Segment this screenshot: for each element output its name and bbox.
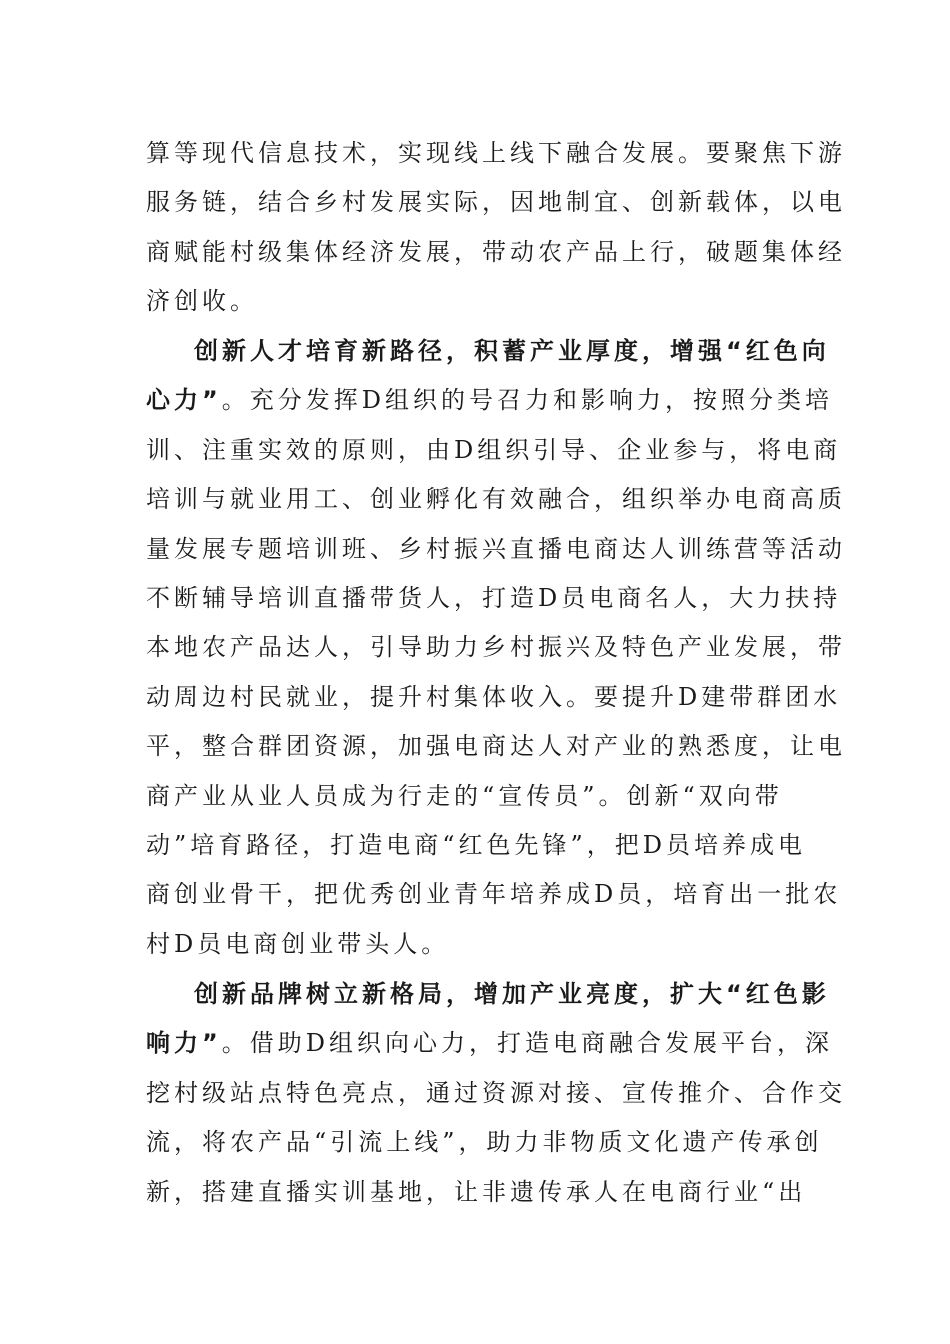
- paragraph-line: 商赋能村级集体经济发展，带动农产品上行，破题集体经: [146, 237, 846, 266]
- paragraph-line: 量发展专题培训班、乡村振兴直播电商达人训练营等活动: [146, 534, 846, 563]
- paragraph-line: 动”培育路径，打造电商“红色先锋”，把D员培养成电: [146, 830, 807, 859]
- paragraph-line: [146, 376, 834, 425]
- body-text: 。充分发挥D组织的号召力和影响力，按照分类培: [221, 386, 834, 415]
- paragraph-line: 挖村级站点特色亮点，通过资源对接、宣传推介、合作交: [146, 1078, 846, 1107]
- heading-text: 创新品牌树立新格局，增加产业亮度，扩大“红色影: [194, 980, 830, 1008]
- paragraph-line: 平，整合群团资源，加强电商达人对产业的熟悉度，让电: [146, 732, 846, 761]
- paragraph-1: [146, 129, 846, 327]
- paragraph-line: 村D员电商创业带头人。: [146, 929, 450, 958]
- paragraph-3: [146, 970, 846, 1217]
- paragraph-line: 本地农产品达人，引导助力乡村振兴及特色产业发展，带: [146, 633, 846, 662]
- paragraph-line: 商创业骨干，把优秀创业青年培养成D员，培育出一批农: [146, 880, 842, 909]
- paragraph-heading: [146, 970, 830, 1019]
- paragraph-line: 流，将农产品“引流上线”，助力非物质文化遗产传承创: [146, 1128, 823, 1157]
- heading-text: 创新人才培育新路径，积蓄产业厚度，增强“红色向: [194, 337, 830, 365]
- paragraph-line: 培训与就业用工、创业孵化有效融合，组织举办电商高质: [146, 485, 846, 514]
- paragraph-line: 新，搭建直播实训基地，让非遗传承人在电商行业“出: [146, 1177, 807, 1206]
- heading-text: 心力”: [146, 386, 222, 415]
- body-text: 。借助D组织向心力，打造电商融合发展平台，深: [221, 1029, 834, 1058]
- paragraph-line: [146, 1019, 834, 1068]
- paragraph-line: 训、注重实效的原则，由D组织引导、企业参与，将电商: [146, 435, 842, 464]
- paragraph-heading: [146, 327, 830, 376]
- paragraph-line: 济创收。: [146, 287, 258, 316]
- paragraph-line: 服务链，结合乡村发展实际，因地制宜、创新载体，以电: [146, 188, 846, 217]
- paragraph-line: 不断辅导培训直播带货人，打造D员电商名人，大力扶持: [146, 583, 842, 612]
- paragraph-2: [146, 327, 846, 969]
- heading-text: 响力”: [146, 1029, 222, 1058]
- paragraph-line: 动周边村民就业，提升村集体收入。要提升D建带群团水: [146, 682, 842, 711]
- paragraph-line: 算等现代信息技术，实现线上线下融合发展。要聚焦下游: [146, 139, 846, 167]
- paragraph-line: 商产业从业人员成为行走的“宣传员”。创新“双向带: [146, 781, 783, 810]
